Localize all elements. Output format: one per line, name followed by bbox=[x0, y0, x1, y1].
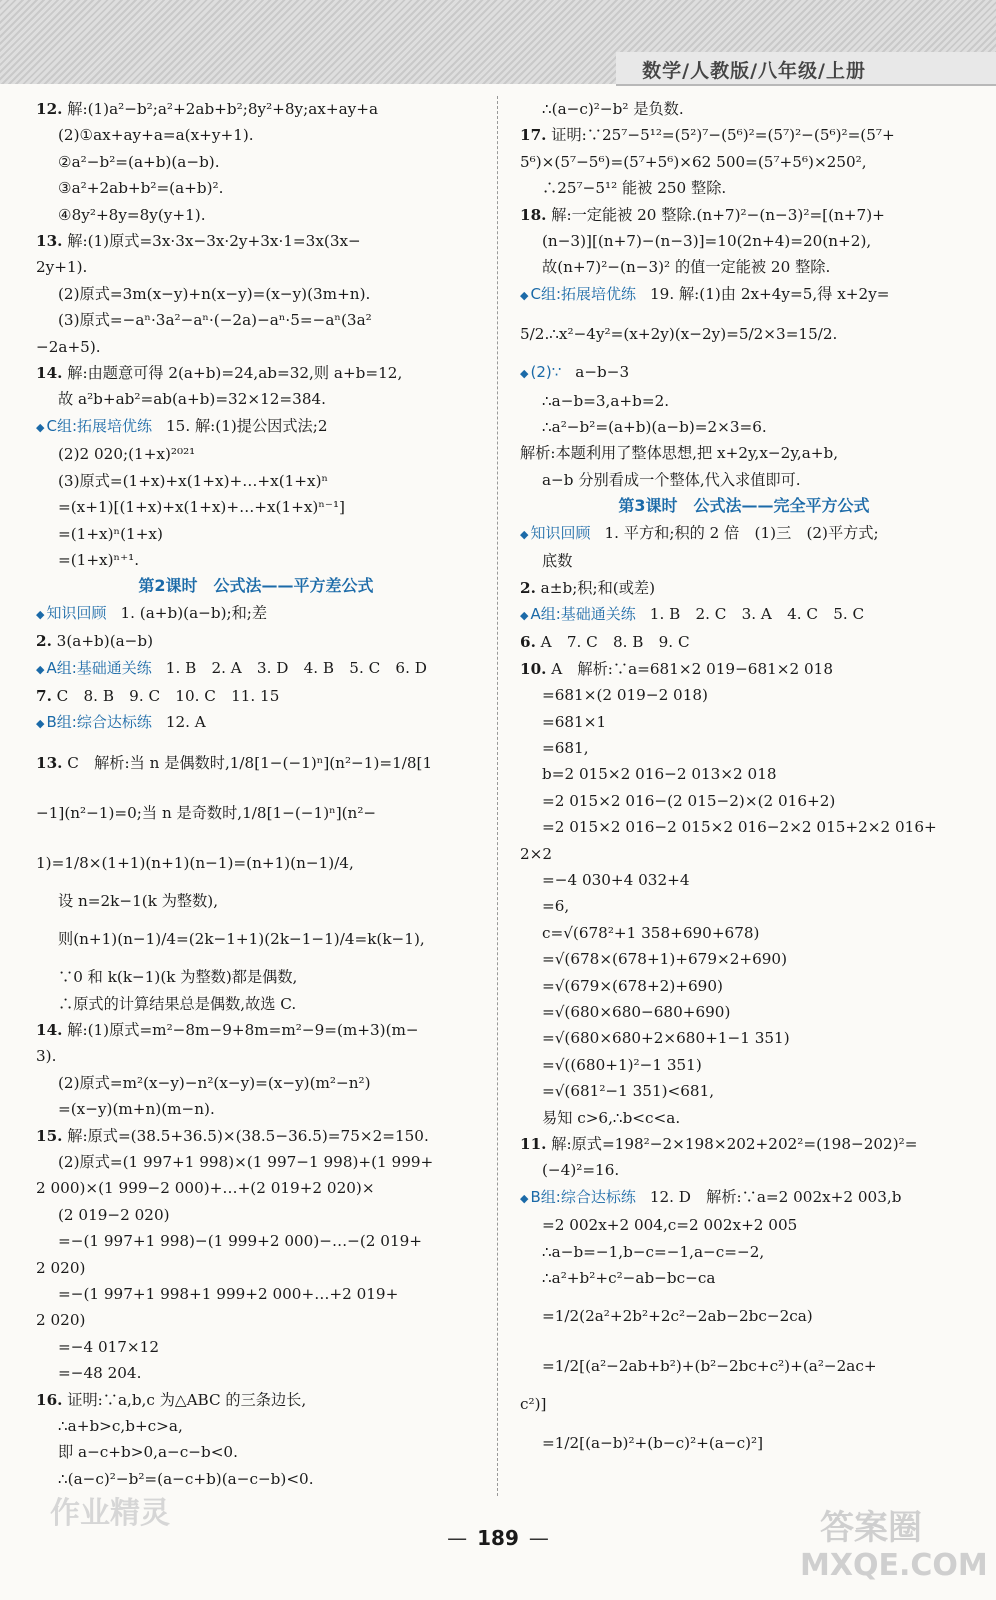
answer-line: (2)原式=3m(x−y)+n(x−y)=(x−y)(3m+n). bbox=[58, 284, 371, 303]
question-number: 17. bbox=[520, 126, 547, 145]
answer-line: =√(678×(678+1)+679×2+690) bbox=[542, 950, 788, 969]
question-number: 6. bbox=[520, 633, 536, 652]
answer-line: =1/2[(a²−2ab+b²)+(b²−2bc+c²)+(a²−2ac+ bbox=[542, 1357, 877, 1376]
answer-line: 底数 bbox=[542, 552, 573, 571]
answer-line: (2)2 020;(1+x)²⁰²¹ bbox=[58, 445, 196, 464]
question-number: 13. bbox=[36, 232, 63, 251]
answer-line: ∴(a−c)²−b²=(a−c+b)(a−c−b)<0. bbox=[58, 1469, 314, 1488]
answer-line: −2a+5). bbox=[36, 337, 101, 356]
answer-line: 7. C 8. B 9. C 10. C 11. 15 bbox=[36, 686, 280, 705]
answer-line: ∴a+b>c,b+c>a, bbox=[58, 1417, 183, 1436]
answer-line: 则(n+1)(n−1)/4=(2k−1+1)(2k−1−1)/4=k(k−1), bbox=[58, 930, 425, 949]
group-tag: ◆ A组:基础通关练 bbox=[520, 605, 636, 623]
question-number: 16. bbox=[36, 1390, 63, 1409]
answer-line: =−(1 997+1 998)−(1 999+2 000)−…−(2 019+ bbox=[58, 1232, 423, 1251]
group-tag: ◆ C组:拓展培优练 bbox=[520, 285, 636, 303]
answer-line: (n−3)][(n+7)−(n−3)]=10(2n+4)=20(n+2), bbox=[542, 232, 872, 251]
question-number: 18. bbox=[520, 205, 547, 224]
answer-line: ∴a²−b²=(a+b)(a−b)=2×3=6. bbox=[542, 418, 767, 437]
answer-line: 15. 解:原式=(38.5+36.5)×(38.5−36.5)=75×2=150. bbox=[36, 1126, 429, 1145]
group-tag: ◆ (2)∵ bbox=[520, 363, 561, 381]
group-line bbox=[520, 281, 968, 309]
answer-line: =−48 204. bbox=[58, 1364, 142, 1383]
answer-line: =(1+x)ⁿ(1+x) bbox=[58, 524, 163, 543]
answer-line: 2×2 bbox=[520, 844, 553, 863]
answer-line: 16. 证明:∵a,b,c 为△ABC 的三条边长, bbox=[36, 1390, 307, 1409]
group-tag: ◆ B组:综合达标练 bbox=[520, 1188, 636, 1206]
answer-text: 1. 平方和;积的 2 倍 (1)三 (2)平方式; bbox=[604, 523, 879, 542]
answer-line: 10. A 解析:∵a=681×2 019−681×2 018 bbox=[520, 659, 833, 678]
answer-line: 解析:本题利用了整体思想,把 x+2y,x−2y,a+b, bbox=[520, 444, 839, 463]
answer-line: ∴(a−c)²−b² 是负数. bbox=[542, 100, 684, 118]
question-number: 11. bbox=[520, 1135, 547, 1154]
answer-line: =(x+1)[(1+x)+x(1+x)+…+x(1+x)ⁿ⁻¹] bbox=[58, 498, 345, 517]
answer-line: =(1+x)ⁿ⁺¹. bbox=[58, 550, 140, 569]
answer-line: =(x−y)(m+n)(m−n). bbox=[58, 1100, 215, 1119]
answer-text: 19. 解:(1)由 2x+4y=5,得 x+2y= bbox=[650, 284, 890, 303]
section-title: 第3课时 公式法——完全平方公式 bbox=[618, 496, 870, 516]
answer-text: 1. B 2. C 3. A 4. C 5. C bbox=[649, 604, 865, 623]
answer-line: =−(1 997+1 998+1 999+2 000+…+2 019+ bbox=[58, 1285, 399, 1304]
answer-line: ∴a²+b²+c²−ab−bc−ca bbox=[542, 1269, 716, 1288]
section-title: 第2课时 公式法——平方差公式 bbox=[138, 576, 374, 596]
answer-line: =2 015×2 016−2 015×2 016−2×2 015+2×2 016+ bbox=[542, 818, 937, 837]
answer-line: =√(681²−1 351)<681, bbox=[542, 1082, 715, 1101]
answer-line: 14. 解:由题意可得 2(a+b)=24,ab=32,则 a+b=12, bbox=[36, 364, 403, 383]
answer-line: ∴a−b=3,a+b=2. bbox=[542, 391, 670, 410]
group-tag: ◆ A组:基础通关练 bbox=[36, 659, 152, 677]
answer-line: 易知 c>6,∴b<c<a. bbox=[542, 1108, 681, 1127]
answer-line: =6, bbox=[542, 897, 570, 916]
answer-line: =681×(2 019−2 018) bbox=[542, 686, 708, 705]
group-line bbox=[520, 1184, 968, 1212]
answer-line: 5⁶)×(5⁷−5⁶)=(5⁷+5⁶)×62 500=(5⁷+5⁶)×250², bbox=[520, 152, 867, 171]
page-header-title: 数学/人教版/八年级/上册 bbox=[642, 60, 866, 82]
answer-line: 14. 解:(1)原式=m²−8m−9+8m=m²−9=(m+3)(m− bbox=[36, 1020, 419, 1039]
answer-line: 11. 解:原式=198²−2×198×202+202²=(198−202)²= bbox=[520, 1135, 918, 1154]
group-tag: ◆ 知识回顾 bbox=[36, 604, 106, 622]
answer-line: 2 020) bbox=[36, 1311, 86, 1330]
answer-line: (2 019−2 020) bbox=[58, 1205, 170, 1224]
answer-line: 13. C 解析:当 n 是偶数时,1/8[1−(−1)ⁿ](n²−1)=1/8[1 bbox=[36, 753, 433, 772]
answer-line: b=2 015×2 016−2 013×2 018 bbox=[542, 765, 777, 784]
right-column bbox=[520, 96, 968, 1468]
answer-line: 3). bbox=[36, 1047, 57, 1066]
answer-line: 6. A 7. C 8. B 9. C bbox=[520, 633, 690, 652]
answer-line: =2 015×2 016−(2 015−2)×(2 016+2) bbox=[542, 791, 836, 810]
column-divider bbox=[497, 96, 499, 1496]
answer-line: 5/2.∴x²−4y²=(x+2y)(x−2y)=5/2×3=15/2. bbox=[520, 325, 838, 344]
answer-line: ∴a−b=−1,b−c=−1,a−c=−2, bbox=[542, 1242, 765, 1261]
page-number: 189 bbox=[477, 1526, 519, 1550]
answer-text: 12. A bbox=[165, 713, 206, 732]
question-number: 13. bbox=[36, 753, 63, 772]
answer-line: (3)原式=(1+x)+x(1+x)+…+x(1+x)ⁿ bbox=[58, 471, 329, 490]
answer-text: a−b−3 bbox=[575, 363, 630, 382]
question-number: 15. bbox=[36, 1126, 63, 1145]
answer-line: 2. a±b;积;和(或差) bbox=[520, 578, 656, 597]
group-line bbox=[520, 520, 968, 548]
answer-line: 2 020) bbox=[36, 1258, 86, 1277]
answer-line: 2. 3(a+b)(a−b) bbox=[36, 632, 154, 651]
answer-line: =√(680×680−680+690) bbox=[542, 1003, 731, 1021]
group-line bbox=[36, 709, 476, 737]
left-column bbox=[36, 96, 476, 1492]
answer-line: 设 n=2k−1(k 为整数), bbox=[58, 891, 219, 910]
group-tag: ◆ C组:拓展培优练 bbox=[36, 417, 152, 435]
answer-line: =−4 030+4 032+4 bbox=[542, 870, 690, 889]
answer-line: ∵0 和 k(k−1)(k 为整数)都是偶数, bbox=[58, 968, 298, 987]
answer-line: =1/2[(a−b)²+(b−c)²+(a−c)²] bbox=[542, 1433, 764, 1452]
answer-line: =681×1 bbox=[542, 712, 607, 731]
question-number: 2. bbox=[36, 632, 52, 651]
answer-text: 12. D 解析:∵a=2 002x+2 003,b bbox=[649, 1187, 902, 1206]
group-line bbox=[520, 359, 968, 387]
group-line bbox=[36, 413, 476, 441]
answer-line: ②a²−b²=(a+b)(a−b). bbox=[58, 152, 220, 171]
answer-line: ④8y²+8y=8y(y+1). bbox=[58, 205, 206, 224]
answer-line: 即 a−c+b>0,a−c−b<0. bbox=[58, 1443, 238, 1462]
question-number: 2. bbox=[520, 578, 536, 597]
answer-line: =2 002x+2 004,c=2 002x+2 005 bbox=[542, 1216, 798, 1235]
answer-line: (3)原式=−aⁿ·3a²−aⁿ·(−2a)−aⁿ·5=−aⁿ(3a² bbox=[58, 311, 372, 330]
answer-line: 故(n+7)²−(n−3)² 的值一定能被 20 整除. bbox=[542, 258, 831, 277]
answer-line: 13. 解:(1)原式=3x·3x−3x·2y+3x·1=3x(3x− bbox=[36, 232, 361, 251]
watermark-bottom-right: 答案圈 bbox=[820, 1508, 922, 1548]
group-line bbox=[36, 600, 476, 628]
group-line bbox=[36, 655, 476, 683]
answer-line: ∴原式的计算结果总是偶数,故选 C. bbox=[58, 994, 297, 1013]
answer-line: (2)原式=(1 997+1 998)×(1 997−1 998)+(1 999+ bbox=[58, 1153, 434, 1171]
answer-line: 17. 证明:∵25⁷−5¹²=(5²)⁷−(5⁶)²=(5⁷)²−(5⁶)²=(5⁷+ bbox=[520, 126, 895, 145]
answer-line: 1)=1/8×(1+1)(n+1)(n−1)=(n+1)(n−1)/4, bbox=[36, 853, 354, 872]
answer-line: (2)原式=m²(x−y)−n²(x−y)=(x−y)(m²−n²) bbox=[58, 1073, 371, 1092]
question-number: 14. bbox=[36, 364, 63, 383]
answer-line: =−4 017×12 bbox=[58, 1337, 159, 1356]
answer-line: =1/2(2a²+2b²+2c²−2ab−2bc−2ca) bbox=[542, 1307, 813, 1326]
question-number: 7. bbox=[36, 686, 52, 705]
question-number: 14. bbox=[36, 1020, 63, 1039]
answer-line: 2 000)×(1 999−2 000)+…+(2 019+2 020)× bbox=[36, 1179, 375, 1198]
answer-text: 15. 解:(1)提公因式法;2 bbox=[166, 416, 328, 435]
answer-line: 18. 解:一定能被 20 整除.(n+7)²−(n−3)²=[(n+7)+ bbox=[520, 205, 885, 224]
answer-line: 2y+1). bbox=[36, 258, 88, 277]
group-tag: ◆ 知识回顾 bbox=[520, 524, 590, 542]
answer-text: 1. (a+b)(a−b);和;差 bbox=[120, 603, 268, 622]
watermark-site: MXQE.COM bbox=[800, 1548, 988, 1583]
answer-text: 1. B 2. A 3. D 4. B 5. C 6. D bbox=[165, 658, 427, 677]
page-footer: — 189 — bbox=[447, 1526, 549, 1550]
answer-line: (2)①ax+ay+a=a(x+y+1). bbox=[58, 126, 254, 145]
answer-line: =681, bbox=[542, 738, 589, 757]
answer-line: 故 a²b+ab²=ab(a+b)=32×12=384. bbox=[58, 390, 326, 409]
group-tag: ◆ B组:综合达标练 bbox=[36, 713, 152, 731]
group-line bbox=[520, 601, 968, 629]
answer-line: =√((680+1)²−1 351) bbox=[542, 1055, 702, 1074]
question-number: 12. bbox=[36, 100, 63, 118]
answer-line: ∴25⁷−5¹² 能被 250 整除. bbox=[542, 179, 727, 198]
answer-line: a−b 分别看成一个整体,代入求值即可. bbox=[542, 470, 801, 489]
answer-line: =√(679×(678+2)+690) bbox=[542, 976, 723, 995]
answer-line: −1](n²−1)=0;当 n 是奇数时,1/8[1−(−1)ⁿ](n²− bbox=[36, 803, 377, 822]
answer-line: (−4)²=16. bbox=[542, 1161, 620, 1180]
answer-line: ③a²+2ab+b²=(a+b)². bbox=[58, 179, 224, 198]
answer-line: 12. 解:(1)a²−b²;a²+2ab+b²;8y²+8y;ax+ay+a bbox=[36, 100, 379, 118]
question-number: 10. bbox=[520, 659, 547, 678]
watermark-bottom-left: 作业精灵 bbox=[50, 1496, 170, 1531]
answer-line: c²)] bbox=[520, 1395, 547, 1414]
answer-line: =√(680×680+2×680+1−1 351) bbox=[542, 1029, 790, 1048]
answer-line: c=√(678²+1 358+690+678) bbox=[542, 923, 760, 942]
